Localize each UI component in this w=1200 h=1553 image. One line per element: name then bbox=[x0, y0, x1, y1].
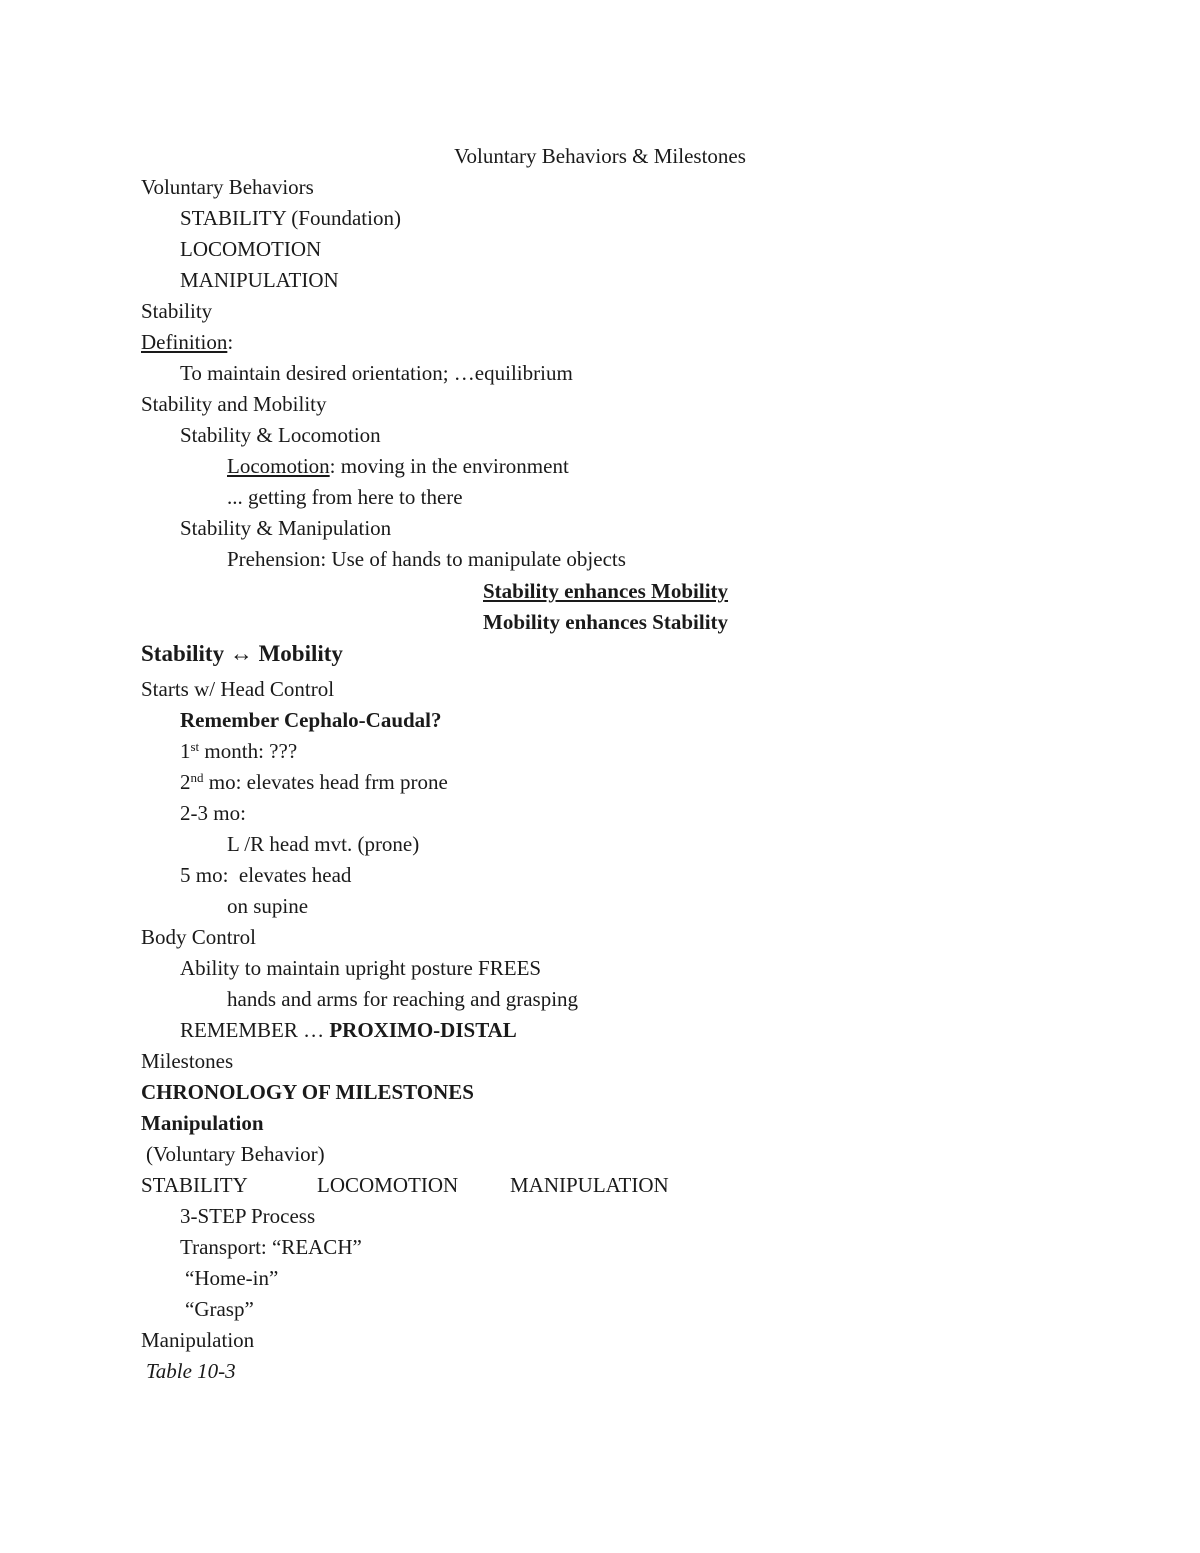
proximo-distal-term: PROXIMO-DISTAL bbox=[329, 1018, 517, 1042]
chronology-heading: CHRONOLOGY OF MILESTONES bbox=[141, 1080, 474, 1104]
milestone-2-3-detail: L /R head mvt. (prone) bbox=[227, 832, 420, 856]
transport-reach: Transport: “REACH” bbox=[180, 1235, 362, 1259]
page-title: Voluntary Behaviors & Milestones bbox=[454, 144, 746, 168]
voluntary-item-locomotion: LOCOMOTION bbox=[180, 237, 322, 261]
stability-mobility-relation bbox=[141, 641, 343, 667]
locomotion-definition-line bbox=[227, 453, 569, 479]
definition-text: To maintain desired orientation; …equilibrium bbox=[180, 361, 573, 385]
voluntary-behaviors-heading: Voluntary Behaviors bbox=[141, 175, 314, 199]
relation-left: Stability bbox=[141, 641, 225, 666]
voluntary-item-manipulation: MANIPULATION bbox=[180, 268, 339, 292]
definition-line bbox=[141, 329, 233, 355]
home-in-step: “Home-in” bbox=[185, 1266, 279, 1290]
stability-locomotion-heading: Stability & Locomotion bbox=[180, 423, 381, 447]
locomotion-note: ... getting from here to there bbox=[227, 485, 463, 509]
voluntary-item-stability: STABILITY (Foundation) bbox=[180, 206, 401, 230]
milestone-text: month: ??? bbox=[199, 739, 298, 763]
milestone-first-month bbox=[180, 738, 297, 764]
stability-heading: Stability bbox=[141, 299, 213, 323]
remember-prefix: REMEMBER … bbox=[180, 1018, 330, 1042]
milestones-heading: Milestones bbox=[141, 1049, 234, 1073]
three-step-process: 3-STEP Process bbox=[180, 1204, 316, 1228]
milestone-2-3-months: 2-3 mo: bbox=[180, 801, 246, 825]
milestone-5-detail: on supine bbox=[227, 894, 309, 918]
body-control-line-1: Ability to maintain upright posture FREES bbox=[180, 956, 542, 980]
month-number: 1 bbox=[180, 739, 191, 763]
body-control-heading: Body Control bbox=[141, 925, 256, 949]
month-number: 2 bbox=[180, 770, 191, 794]
manipulation-bold-heading: Manipulation bbox=[141, 1111, 264, 1135]
locomotion-term: Locomotion bbox=[227, 454, 330, 478]
definition-colon: : bbox=[227, 330, 234, 354]
body-control-line-2: hands and arms for reaching and grasping bbox=[227, 987, 579, 1011]
table-reference: Table 10-3 bbox=[146, 1359, 236, 1383]
head-control-heading: Starts w/ Head Control bbox=[141, 677, 335, 701]
relation-right: Mobility bbox=[258, 641, 343, 666]
column-manipulation: MANIPULATION bbox=[510, 1173, 669, 1197]
voluntary-behavior-note: (Voluntary Behavior) bbox=[146, 1142, 325, 1166]
column-stability: STABILITY bbox=[141, 1173, 248, 1197]
proximo-distal-reminder bbox=[180, 1017, 517, 1043]
column-locomotion: LOCOMOTION bbox=[317, 1173, 459, 1197]
stability-mobility-heading: Stability and Mobility bbox=[141, 392, 327, 416]
milestone-text: mo: elevates head frm prone bbox=[203, 770, 448, 794]
grasp-step: “Grasp” bbox=[185, 1297, 254, 1321]
stability-manipulation-heading: Stability & Manipulation bbox=[180, 516, 392, 540]
bidirectional-arrow-icon: ↔ bbox=[229, 641, 253, 666]
ordinal-suffix: st bbox=[190, 739, 200, 754]
stability-enhances-mobility: Stability enhances Mobility bbox=[483, 579, 729, 603]
milestone-5-months: 5 mo: elevates head bbox=[180, 863, 352, 887]
milestone-second-month bbox=[180, 769, 448, 795]
locomotion-definition: : moving in the environment bbox=[329, 454, 569, 478]
cephalo-caudal-reminder: Remember Cephalo-Caudal? bbox=[180, 708, 442, 732]
definition-label: Definition bbox=[141, 330, 228, 354]
ordinal-suffix: nd bbox=[190, 770, 204, 785]
prehension-text: Prehension: Use of hands to manipulate objects bbox=[227, 547, 626, 571]
behavior-columns-row bbox=[141, 1172, 669, 1198]
manipulation-heading: Manipulation bbox=[141, 1328, 255, 1352]
mobility-enhances-stability: Mobility enhances Stability bbox=[483, 610, 729, 634]
